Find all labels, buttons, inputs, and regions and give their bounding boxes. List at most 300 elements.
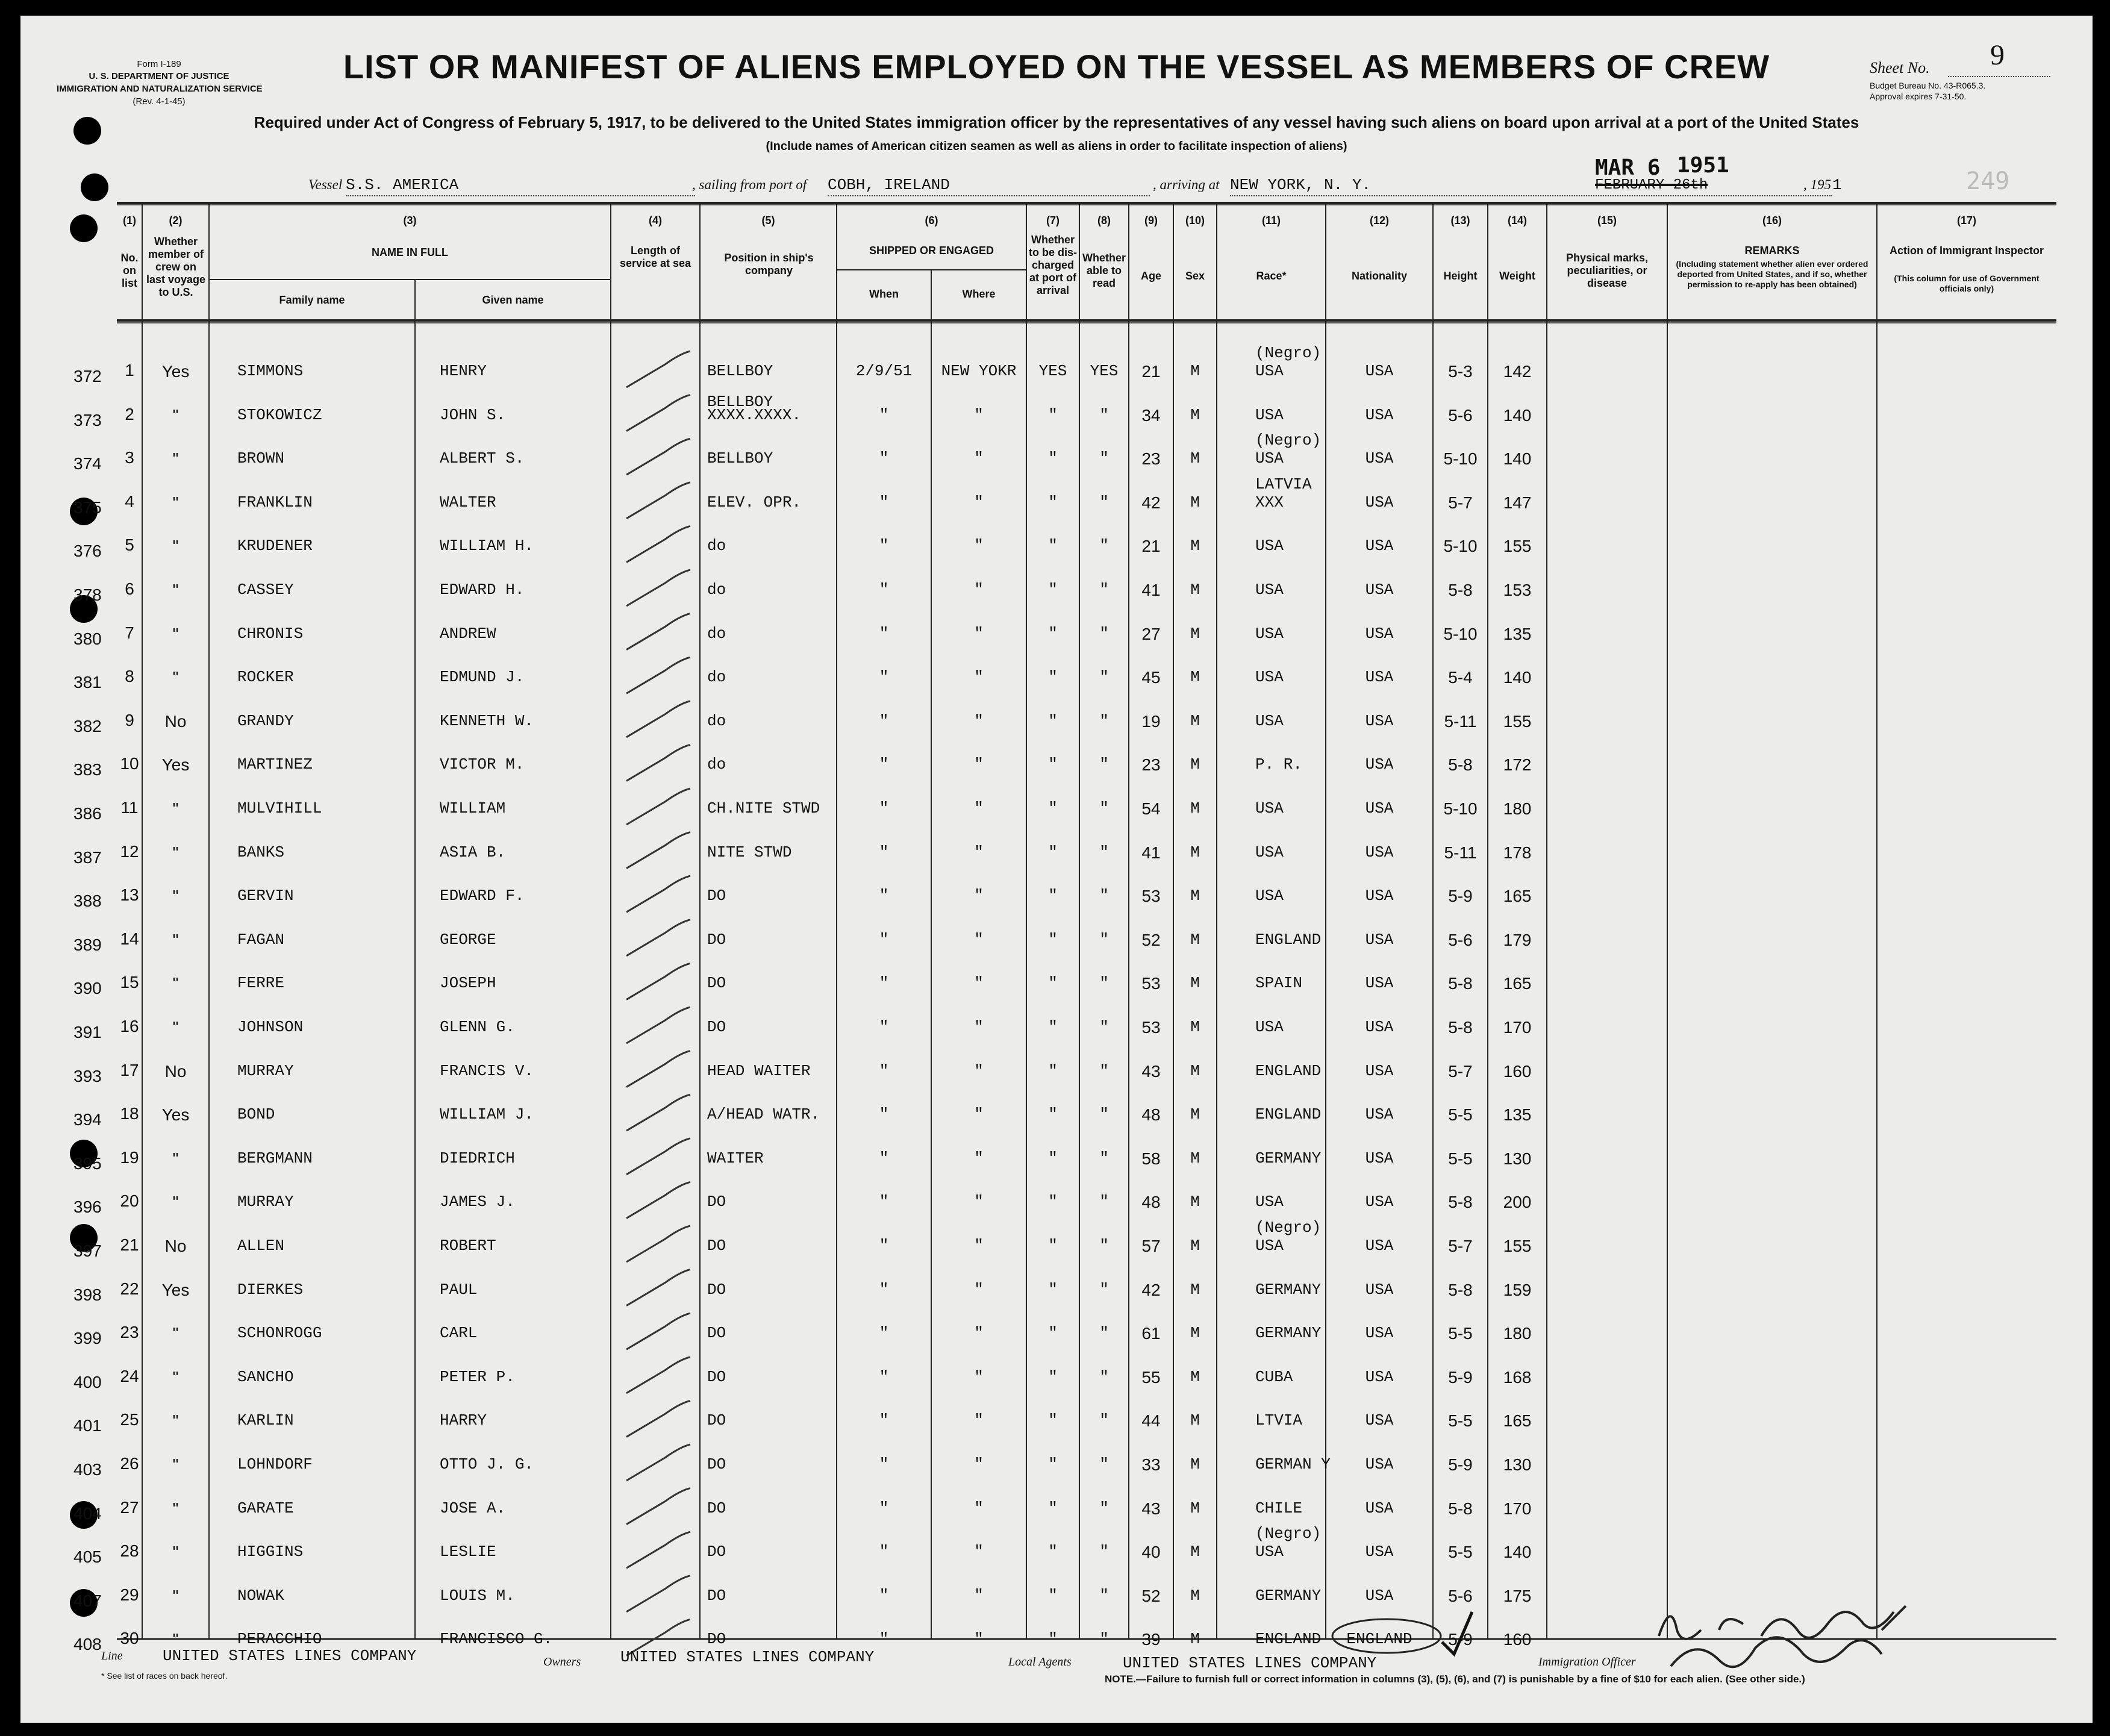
service-length-mark — [626, 1444, 690, 1481]
margin-number-cell: 403 — [73, 1460, 102, 1479]
header-nationality: Nationality — [1351, 270, 1407, 282]
footer-owners-label: Owners — [543, 1655, 581, 1669]
margin-number-cell: 383 — [73, 760, 102, 779]
shipped-where-cell: " — [974, 711, 984, 730]
family-name-cell: CHRONIS — [237, 624, 304, 643]
position-cell: do — [707, 537, 726, 555]
position-cell: DO — [707, 1367, 726, 1386]
age-cell: 40 — [1141, 1543, 1161, 1562]
position-cell: DO — [707, 1018, 726, 1036]
discharged-cell: " — [1048, 1018, 1058, 1036]
able-read-cell: " — [1099, 1105, 1109, 1124]
shipped-when-cell: " — [879, 711, 889, 730]
colnum-4: (4) — [649, 214, 662, 226]
given-name-cell: KENNETH W. — [440, 711, 534, 730]
race-cell: ENGLAND — [1255, 1630, 1322, 1649]
sex-cell: M — [1190, 1018, 1200, 1036]
budget-number: Budget Bureau No. 43-R065.3. — [1870, 81, 1986, 90]
sex-cell: M — [1190, 1586, 1200, 1605]
crew-member-cell: " — [172, 1324, 179, 1343]
shipped-where-cell: " — [974, 1543, 984, 1561]
nationality-cell: USA — [1365, 1018, 1394, 1036]
age-cell: 19 — [1141, 711, 1161, 731]
header-height: Height — [1443, 270, 1478, 282]
footer-owners: UNITED STATES LINES COMPANY — [620, 1648, 875, 1666]
family-name-cell: FRANKLIN — [237, 493, 313, 511]
nationality-cell: USA — [1365, 1586, 1394, 1605]
manifest-sheet — [20, 16, 2093, 1723]
shipped-where-cell: " — [974, 1193, 984, 1211]
sex-cell: M — [1190, 843, 1200, 861]
position-cell: DO — [707, 1324, 726, 1343]
height-cell: 5-9 — [1448, 1630, 1473, 1649]
height-cell: 5-9 — [1448, 1367, 1473, 1387]
shipped-when-cell: " — [879, 1586, 889, 1605]
race-cell: USA — [1255, 799, 1284, 817]
sex-cell: M — [1190, 668, 1200, 687]
row-number-cell: 9 — [125, 710, 134, 729]
discharged-cell: " — [1048, 493, 1058, 511]
position-cell: DO — [707, 1586, 726, 1605]
race-cell: USA — [1255, 1543, 1284, 1561]
weight-cell: 180 — [1503, 799, 1532, 818]
shipped-where-cell: " — [974, 1018, 984, 1036]
weight-cell: 178 — [1503, 843, 1532, 862]
shipped-where-cell: " — [974, 493, 984, 511]
given-name-cell: ANDREW — [440, 624, 496, 643]
service-length-mark — [626, 788, 690, 825]
able-read-cell: " — [1099, 1061, 1109, 1080]
row-number-cell: 6 — [125, 579, 134, 598]
sex-cell: M — [1190, 493, 1200, 511]
header-physical-marks: Physical marks, peculiarities, or disease — [1565, 252, 1649, 289]
race-cell: SPAIN — [1255, 974, 1303, 993]
able-read-cell: " — [1099, 1324, 1109, 1343]
discharged-cell: " — [1048, 1324, 1058, 1343]
shipped-where-cell: " — [974, 1324, 984, 1343]
given-name-cell: VICTOR M. — [440, 755, 525, 774]
able-read-cell: " — [1099, 1149, 1109, 1167]
crew-member-cell: " — [172, 581, 179, 599]
sex-cell: M — [1190, 537, 1200, 555]
service-length-mark — [626, 351, 690, 387]
family-name-cell: GRANDY — [237, 711, 294, 730]
able-read-cell: " — [1099, 887, 1109, 905]
footer-line: UNITED STATES LINES COMPANY — [163, 1647, 417, 1665]
sex-cell: M — [1190, 755, 1200, 774]
colnum-7: (7) — [1046, 214, 1060, 226]
given-name-cell: HARRY — [440, 1411, 487, 1430]
family-name-cell: KRUDENER — [237, 537, 313, 555]
position-cell: XXXX.XXXX. — [707, 405, 802, 424]
sex-cell: M — [1190, 1367, 1200, 1386]
form-number: Form I-189 — [137, 59, 181, 69]
service-length-mark — [626, 1576, 690, 1612]
crew-member-cell: " — [172, 537, 179, 556]
shipped-where-cell: " — [974, 1280, 984, 1299]
nationality-cell: USA — [1365, 887, 1394, 905]
header-action: Action of Immigrant Inspector — [1889, 245, 2044, 257]
discharged-cell: " — [1048, 1586, 1058, 1605]
shipped-when-cell: " — [879, 1237, 889, 1255]
colnum-2: (2) — [169, 214, 183, 226]
given-name-cell: ROBERT — [440, 1237, 496, 1255]
age-cell: 42 — [1141, 1280, 1161, 1299]
shipped-when-cell: " — [879, 974, 889, 993]
weight-cell: 147 — [1503, 493, 1532, 512]
crew-member-cell: " — [172, 493, 179, 512]
given-name-cell: EDMUND J. — [440, 668, 525, 687]
height-cell: 5-6 — [1448, 1586, 1473, 1605]
shipped-when-cell: " — [879, 930, 889, 949]
crew-member-cell: " — [172, 1411, 179, 1431]
race-note-cell: (Negro) — [1255, 1219, 1322, 1237]
discharged-cell: " — [1048, 930, 1058, 949]
race-cell: USA — [1255, 581, 1284, 599]
crew-member-cell: " — [172, 1630, 179, 1649]
shipped-where-cell: " — [974, 1061, 984, 1080]
nationality-cell: USA — [1365, 449, 1394, 468]
header-race: Race* — [1256, 270, 1287, 282]
arriving-label: , arriving at — [1153, 177, 1220, 192]
nationality-cell: USA — [1365, 493, 1394, 511]
shipped-when-cell: " — [879, 493, 889, 511]
nationality-cell: USA — [1365, 1455, 1394, 1473]
inspector-signature — [1671, 1637, 1882, 1667]
shipped-where-cell: " — [974, 581, 984, 599]
able-read-cell: " — [1099, 1455, 1109, 1473]
given-name-cell: EDWARD H. — [440, 581, 525, 599]
weight-cell: 155 — [1503, 537, 1532, 556]
family-name-cell: GERVIN — [237, 887, 294, 905]
shipped-when-cell: " — [879, 1193, 889, 1211]
weight-cell: 168 — [1503, 1367, 1532, 1387]
service-length-mark — [626, 832, 690, 869]
race-cell: USA — [1255, 405, 1284, 424]
nationality-cell: USA — [1365, 1061, 1394, 1080]
age-cell: 61 — [1141, 1324, 1161, 1343]
row-number-cell: 21 — [120, 1235, 139, 1254]
height-cell: 5-7 — [1448, 1237, 1473, 1255]
margin-number-cell: 394 — [73, 1110, 102, 1129]
colnum-12: (12) — [1369, 214, 1389, 226]
service-length-mark — [626, 1182, 690, 1218]
shipped-where-cell: " — [974, 405, 984, 424]
row-number-cell: 13 — [120, 885, 139, 905]
footer-see-other: (See other side.) — [1725, 1673, 1805, 1685]
position-cell: ELEV. OPR. — [707, 493, 802, 511]
able-read-cell: " — [1099, 1237, 1109, 1255]
footer-races-note: * See list of races on back hereof. — [101, 1671, 228, 1681]
margin-number-cell: 391 — [73, 1023, 102, 1041]
shipped-when-cell: " — [879, 1630, 889, 1649]
able-read-cell: " — [1099, 1018, 1109, 1036]
family-name-cell: DIERKES — [237, 1280, 304, 1299]
crew-member-cell: " — [172, 1018, 179, 1037]
signature-initials — [1659, 1616, 1743, 1639]
shipped-where-cell: " — [974, 930, 984, 949]
margin-number-cell: 382 — [73, 716, 102, 735]
shipped-where-cell: NEW YOKR — [941, 362, 1017, 380]
height-cell: 5-7 — [1448, 1061, 1473, 1081]
weight-cell: 142 — [1503, 362, 1532, 381]
height-cell: 5-8 — [1448, 1280, 1473, 1299]
nationality-cell: USA — [1365, 537, 1394, 555]
discharged-cell: " — [1048, 1237, 1058, 1255]
position-cell: do — [707, 755, 726, 774]
page-subtitle: Required under Act of Congress of February 5, 1917, to be delivered to the United States immigration officer by the representatives of any vessel having such aliens on board upon arrival at a port of the United States — [254, 113, 1859, 131]
row-number-cell: 14 — [120, 929, 139, 948]
age-cell: 34 — [1141, 405, 1161, 425]
row-number-cell: 15 — [120, 973, 139, 992]
height-cell: 5-9 — [1448, 1455, 1473, 1474]
header-position: Position in ship's company — [724, 252, 814, 276]
height-cell: 5-10 — [1443, 624, 1478, 643]
race-cell: GERMANY — [1255, 1586, 1322, 1605]
shipped-where-cell: " — [974, 1586, 984, 1605]
header-family-name: Family name — [279, 294, 345, 306]
service-length-mark — [626, 1138, 690, 1175]
shipped-when-cell: " — [879, 755, 889, 774]
position-cell: DO — [707, 1237, 726, 1255]
family-name-cell: LOHNDORF — [237, 1455, 313, 1473]
shipped-when-cell: " — [879, 799, 889, 817]
nationality-cell: USA — [1365, 1237, 1394, 1255]
discharged-cell: " — [1048, 449, 1058, 468]
position-cell: BELLBOY — [707, 362, 773, 380]
margin-number-cell: 398 — [73, 1285, 102, 1304]
sex-cell: M — [1190, 1630, 1200, 1649]
shipped-when-cell: " — [879, 405, 889, 424]
weight-cell: 159 — [1503, 1280, 1532, 1299]
position-cell: CH.NITE STWD — [707, 799, 820, 817]
family-name-cell: SANCHO — [237, 1367, 294, 1386]
given-name-cell: WALTER — [440, 493, 496, 511]
row-number-cell: 23 — [120, 1323, 139, 1342]
header-weight: Weight — [1499, 270, 1535, 282]
discharged-cell: " — [1048, 1543, 1058, 1561]
vessel-name: S.S. AMERICA — [346, 176, 459, 194]
family-name-cell: ALLEN — [237, 1237, 285, 1255]
nationality-cell: USA — [1365, 362, 1394, 380]
nationality-cell: USA — [1365, 624, 1394, 643]
service-length-mark — [626, 439, 690, 475]
given-name-cell: JOHN S. — [440, 405, 506, 424]
shipped-when-cell: " — [879, 1455, 889, 1473]
service-length-mark — [626, 1007, 690, 1043]
height-cell: 5-8 — [1448, 1018, 1473, 1037]
sex-cell: M — [1190, 581, 1200, 599]
given-name-cell: CARL — [440, 1324, 478, 1343]
age-cell: 53 — [1141, 887, 1161, 906]
age-cell: 23 — [1141, 449, 1161, 469]
crew-member-cell: " — [172, 887, 179, 906]
struck-date: FEBRUARY 26th — [1595, 177, 1708, 193]
family-name-cell: SIMMONS — [237, 362, 304, 380]
shipped-where-cell: " — [974, 1367, 984, 1386]
sex-cell: M — [1190, 1149, 1200, 1167]
family-name-cell: GARATE — [237, 1499, 294, 1517]
footer-note — [1105, 1673, 1805, 1685]
sheet-number: 9 — [1990, 39, 2005, 71]
sex-cell: M — [1190, 624, 1200, 643]
weight-cell: 160 — [1503, 1061, 1532, 1081]
age-cell: 54 — [1141, 799, 1161, 818]
header-no-on-list: No. on list — [120, 252, 139, 289]
family-name-cell: PERACCHIO — [237, 1630, 322, 1649]
shipped-where-cell: " — [974, 1411, 984, 1430]
date-stamp-year: 1951 — [1677, 153, 1729, 178]
shipped-where-cell: " — [974, 537, 984, 555]
family-name-cell: MURRAY — [237, 1061, 294, 1080]
header-shipped-engaged: SHIPPED OR ENGAGED — [869, 245, 994, 257]
row-number-cell: 16 — [120, 1017, 139, 1035]
race-cell: USA — [1255, 668, 1284, 687]
footer-note-text: —Failure to furnish full or correct information in columns (3), (5), (6), and (7) is punishable by a fine of $10 for each alien. — [1135, 1673, 1723, 1685]
discharged-cell: " — [1048, 1149, 1058, 1167]
footer-line-label: Line — [101, 1649, 123, 1663]
age-cell: 48 — [1141, 1105, 1161, 1125]
shipped-when-cell: " — [879, 1543, 889, 1561]
able-read-cell: " — [1099, 930, 1109, 949]
height-cell: 5-9 — [1448, 887, 1473, 906]
family-name-cell: FAGAN — [237, 930, 285, 949]
height-cell: 5-7 — [1448, 493, 1473, 512]
shipped-where-cell: " — [974, 843, 984, 861]
able-read-cell: " — [1099, 1586, 1109, 1605]
race-cell: XXX — [1255, 493, 1284, 511]
position-cell: DO — [707, 930, 726, 949]
nationality-cell: ENGLAND — [1346, 1630, 1412, 1649]
discharged-cell: " — [1048, 799, 1058, 817]
nationality-cell: USA — [1365, 930, 1394, 949]
header-remarks-note: (Including statement whether alien ever ordered deported from United States, and if so, whether permission to re-apply has been obtained) — [1676, 259, 1868, 289]
nationality-cell: USA — [1365, 668, 1394, 687]
height-cell: 5-11 — [1444, 843, 1477, 862]
shipped-when-cell: " — [879, 1018, 889, 1036]
race-cell: CHILE — [1255, 1499, 1303, 1517]
margin-number-cell: 373 — [73, 410, 102, 429]
service-length-mark — [626, 657, 690, 693]
family-name-cell: MARTINEZ — [237, 755, 313, 774]
header-age: Age — [1140, 270, 1161, 282]
margin-number-cell: 401 — [73, 1416, 102, 1435]
age-cell: 43 — [1141, 1499, 1161, 1518]
position-cell: DO — [707, 887, 726, 905]
given-name-cell: JOSEPH — [440, 974, 496, 993]
sex-cell: M — [1190, 362, 1200, 380]
weight-cell: 135 — [1503, 1105, 1532, 1125]
margin-number-cell: 393 — [73, 1066, 102, 1085]
colnum-13: (13) — [1450, 214, 1470, 226]
nationality-cell: USA — [1365, 405, 1394, 424]
nationality-cell: USA — [1365, 581, 1394, 599]
margin-number-cell: 376 — [73, 542, 102, 561]
height-cell: 5-10 — [1443, 799, 1478, 818]
service-length-mark — [626, 482, 690, 519]
margin-number-cell: 405 — [73, 1547, 102, 1567]
crew-member-cell: " — [172, 668, 179, 687]
given-name-cell: FRANCISCO G. — [440, 1630, 553, 1649]
discharged-cell: YES — [1038, 362, 1067, 380]
crew-member-cell: Yes — [161, 1280, 190, 1299]
colnum-10: (10) — [1185, 214, 1205, 226]
height-cell: 5-8 — [1448, 1499, 1473, 1518]
given-name-cell: WILLIAM — [440, 799, 506, 817]
family-name-cell: MURRAY — [237, 1193, 294, 1211]
year-digit: 1 — [1832, 176, 1842, 194]
colnum-14: (14) — [1507, 214, 1527, 226]
given-name-cell: JAMES J. — [440, 1193, 515, 1211]
row-number-cell: 2 — [125, 404, 134, 423]
weight-cell: 179 — [1503, 930, 1532, 949]
race-cell: USA — [1255, 1018, 1284, 1036]
shipped-when-cell: " — [879, 1061, 889, 1080]
sex-cell: M — [1190, 711, 1200, 730]
discharged-cell: " — [1048, 1105, 1058, 1124]
sex-cell: M — [1190, 1411, 1200, 1430]
crew-member-cell: " — [172, 1455, 179, 1474]
crew-member-cell: No — [164, 1237, 187, 1255]
margin-number-cell: 399 — [73, 1329, 102, 1348]
weight-cell: 180 — [1503, 1324, 1532, 1343]
height-cell: 5-8 — [1448, 1193, 1473, 1212]
page-title: LIST OR MANIFEST OF ALIENS EMPLOYED ON THE VESSEL AS MEMBERS OF CREW — [343, 48, 1770, 86]
weight-cell: 155 — [1503, 1237, 1532, 1255]
given-name-cell: PETER P. — [440, 1367, 515, 1386]
nationality-cell: USA — [1365, 1367, 1394, 1386]
page-subnote: (Include names of American citizen seamen as well as aliens in order to facilitate inspection of aliens) — [766, 140, 1347, 153]
race-cell: USA — [1255, 1193, 1284, 1211]
family-name-cell: MULVIHILL — [237, 799, 322, 817]
race-note-cell: (Negro) — [1255, 1525, 1322, 1543]
position-cell: do — [707, 668, 726, 687]
age-cell: 55 — [1141, 1367, 1161, 1387]
sex-cell: M — [1190, 930, 1200, 949]
shipped-when-cell: " — [879, 1149, 889, 1167]
weight-cell: 170 — [1503, 1499, 1532, 1518]
position-cell: DO — [707, 1411, 726, 1430]
given-name-cell: WILLIAM J. — [440, 1105, 534, 1124]
age-cell: 58 — [1141, 1149, 1161, 1168]
race-cell: USA — [1255, 362, 1284, 380]
able-read-cell: " — [1099, 1193, 1109, 1211]
nationality-cell: USA — [1365, 1324, 1394, 1343]
shipped-when-cell: " — [879, 887, 889, 905]
given-name-cell: GEORGE — [440, 930, 496, 949]
sailing-port: COBH, IRELAND — [828, 176, 950, 194]
weight-cell: 140 — [1503, 1543, 1532, 1562]
weight-cell: 140 — [1503, 405, 1532, 425]
row-number-cell: 5 — [125, 535, 134, 555]
family-name-cell: HIGGINS — [237, 1543, 304, 1561]
footer-agents: UNITED STATES LINES COMPANY — [1123, 1654, 1377, 1672]
race-cell: ENGLAND — [1255, 1105, 1322, 1124]
crew-member-cell: " — [172, 1367, 179, 1387]
margin-number-cell: 388 — [73, 891, 102, 911]
colnum-17: (17) — [1956, 214, 1976, 226]
age-cell: 27 — [1141, 624, 1161, 643]
sex-cell: M — [1190, 1455, 1200, 1473]
shipped-when-cell: 2/9/51 — [855, 362, 913, 380]
family-name-cell: BOND — [237, 1105, 275, 1124]
row-number-cell: 19 — [120, 1147, 139, 1167]
date-stamp: MAR 6 — [1595, 155, 1661, 180]
race-cell: P. R. — [1255, 755, 1303, 774]
given-name-cell: WILLIAM H. — [440, 537, 534, 555]
age-cell: 21 — [1141, 537, 1161, 556]
nationality-cell: USA — [1365, 1411, 1394, 1430]
